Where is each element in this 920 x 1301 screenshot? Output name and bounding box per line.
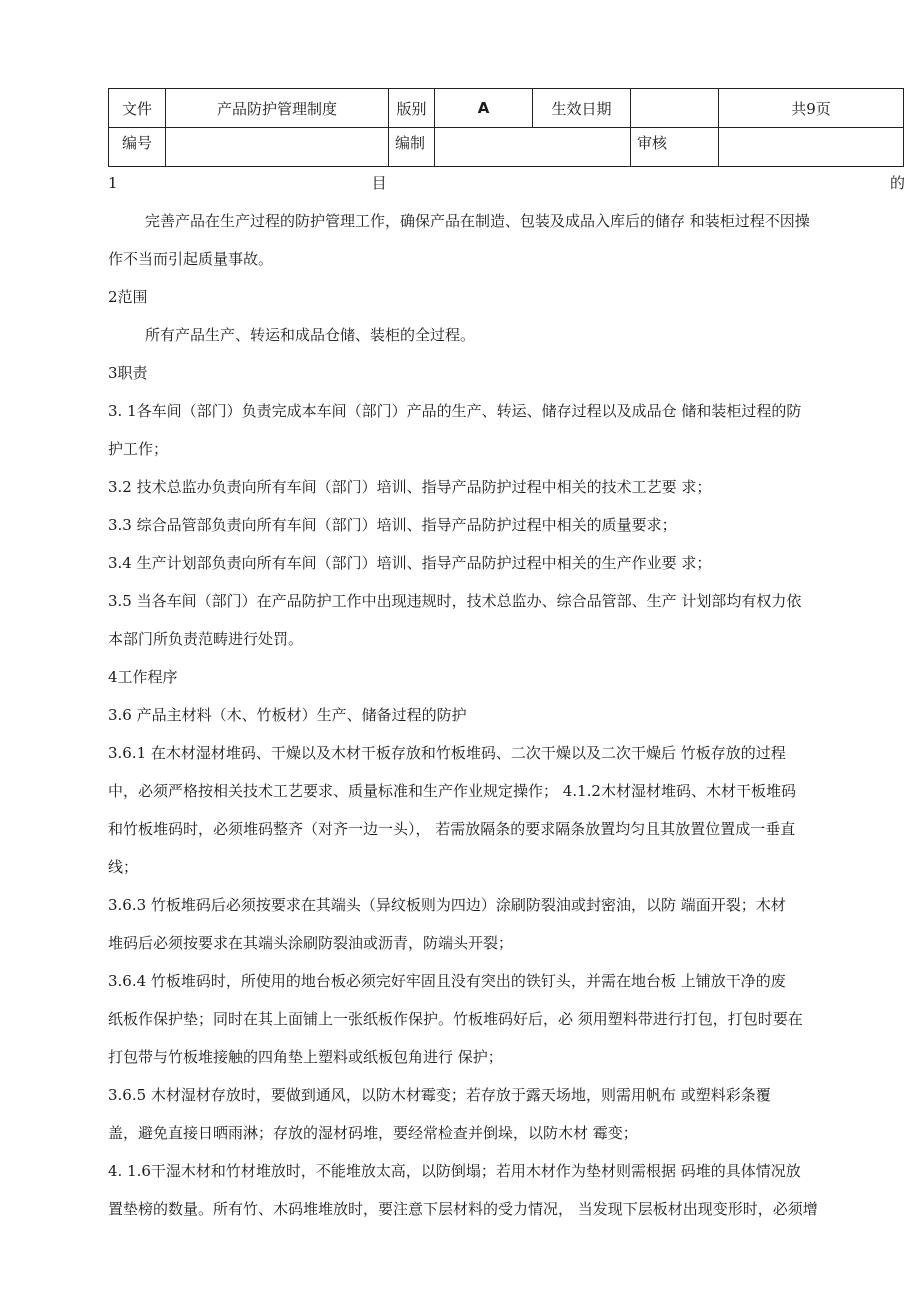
duty-3-2: 3.2 技术总监办负责向所有车间（部门）培训、指导产品防护过程中相关的技术工艺要 求； [108,478,712,496]
clause-3-6: 3.6 产品主材料（木、竹板材）生产、储备过程的防护 [108,706,467,724]
section-heading-duties: 3职责 [108,364,148,382]
duty-3-5-line-2: 本部门所负责范畴进行处罚。 [108,630,304,648]
clause-3-6-5-line-1: 3.6.5 木材湿材存放时，要做到通风，以防木材霉变；若存放于露天场地，则需用帆布 或塑料彩条覆 [108,1086,771,1104]
clause-3-6-1-line-2: 中，必须严格按相关技术工艺要求、质量标准和生产作业规定操作； 4.1.2木材湿材堆码、木材干板堆码 [108,782,796,800]
doc-title: 产品防护管理制度 [166,89,389,128]
purpose-mid: 目 [371,174,636,192]
duty-3-4: 3.4 生产计划部负责向所有车间（部门）培训、指导产品防护过程中相关的生产作业要 求； [108,554,712,572]
purpose-text-line-2: 作不当而引起质量事故。 [108,250,274,268]
purpose-end: 的 [889,174,905,192]
purpose-text-line-1: 完善产品在生产过程的防护管理工作，确保产品在制造、包装及成品入库后的储存 和装柜过程不因操 [145,212,810,230]
number-label: 编号 [109,128,166,167]
review-value [719,128,904,167]
version-label: 版别 [389,89,435,128]
clause-3-6-3-line-1: 3.6.3 竹板堆码后必须按要求在其端头（异纹板则为四边）涂刷防裂油或封密油，以防 端面开裂；木材 [108,896,786,914]
version-value: A [435,89,533,128]
duty-3-5-line-1: 3.5 当各车间（部门）在产品防护工作中出现违规时，技术总监办、综合品管部、生产 计划部均有权力依 [108,592,802,610]
purpose-number: 1 [108,174,118,192]
clause-3-6-1-line-1: 3.6.1 在木材湿材堆码、干燥以及木材干板存放和竹板堆码、二次干燥以及二次干燥后 竹板存放的过程 [108,744,786,762]
section-heading-scope: 2范围 [108,288,148,306]
effective-date-label: 生效日期 [533,89,631,128]
clause-3-6-5-line-2: 盖，避免直接日晒雨淋；存放的湿材码堆，要经常检查并倒垛，以防木材 霉变； [108,1124,638,1142]
duty-3-1-line-2: 护工作； [108,440,169,458]
number-value [166,128,389,167]
prepared-value [435,128,631,167]
clause-3-6-1-line-3: 和竹板堆码时，必须堆码整齐（对齐一边一头）， 若需放隔条的要求隔条放置均匀且其放置位置成一垂直 [108,820,796,838]
duty-3-3: 3.3 综合品管部负责向所有车间（部门）培训、指导产品防护过程中相关的质量要求； [108,516,677,534]
clause-3-6-4-line-2: 纸板作保护垫；同时在其上面铺上一张纸板作保护。竹板堆码好后，必 须用塑料带进行打包，打包时要在 [108,1010,803,1028]
duty-3-1-line-1: 3. 1各车间（部门）负责完成本车间（部门）产品的生产、转运、储存过程以及成品仓 储和装柜过程的防 [108,402,802,420]
review-label: 审核 [631,128,719,167]
document-body [108,164,905,1228]
clause-3-6-4-line-3: 打包带与竹板堆接触的四角垫上塑料或纸板包角进行 保护； [108,1048,503,1066]
scope-text: 所有产品生产、转运和成品仓储、装柜的全过程。 [145,326,476,344]
section-heading-procedure: 4工作程序 [108,668,178,686]
section-heading-purpose [108,164,905,202]
clause-3-6-3-line-2: 堆码后必须按要求在其端头涂刷防裂油或沥青，防端头开裂； [108,934,514,952]
prepared-label: 编制 [389,128,435,167]
document-header-table [108,88,904,167]
doc-label: 文件 [109,89,166,128]
total-pages: 共9页 [719,89,904,128]
clause-3-6-4-line-1: 3.6.4 竹板堆码时，所使用的地台板必须完好牢固且没有突出的铁钉头，并需在地台板 上铺放干净的废 [108,972,786,990]
clause-4-1-6-line-2: 置垫榜的数量。所有竹、木码堆堆放时，要注意下层材料的受力情况， 当发现下层板材出现变形时，必须增 [108,1200,818,1218]
clause-3-6-1-line-4: 线； [108,858,139,876]
clause-4-1-6-line-1: 4. 1.6干湿木材和竹材堆放时，不能堆放太高，以防倒塌；若用木材作为垫材则需根据 码堆的具体情况放 [108,1162,801,1180]
effective-date-value [631,89,719,128]
